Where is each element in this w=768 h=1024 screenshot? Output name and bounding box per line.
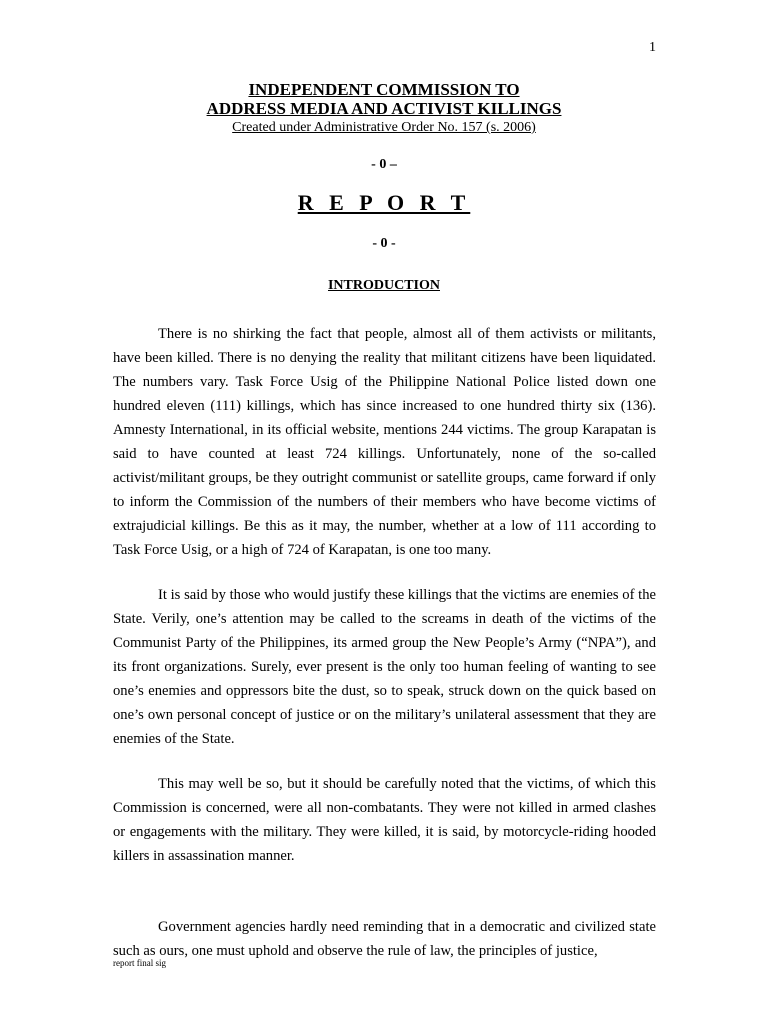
paragraph-2: It is said by those who would justify these killings that the victims are enemies of the State. Verily, one’s attention may be called to the screams in death of the victims of the Communist Party of the Philippines, its armed group the New People’s Army (“NPA”), and its front organizations. Surely, ever present is the only too human feeling of wanting to see one’s enemies and oppressors bite the dust, so to speak, struck down on the quick based on one’s own personal concept of justice or on the military’s unilateral assessment that they are enemies of the State. bbox=[113, 587, 656, 747]
report-title: R E P O R T bbox=[297, 190, 471, 215]
paragraph-3: This may well be so, but it should be carefully noted that the victims, of which this Commission is concerned, were all non-combatants. They were not killed in armed clashes or engagements with the military. They were killed, it is said, by motorcycle-riding hooded killers in assassination manner. bbox=[113, 776, 656, 864]
paragraph-4: Government agencies hardly need reminding that in a democratic and civilized state such as ours, one must uphold and observe the rule of law, the principles of justice, bbox=[113, 919, 656, 959]
page-number: 1 bbox=[649, 40, 656, 55]
section-title-introduction: INTRODUCTION bbox=[327, 278, 440, 293]
separator-bottom: - 0 - bbox=[372, 236, 396, 251]
paragraph-1: There is no shirking the fact that people, almost all of them activists or militants, have been killed. There is no denying the reality that militant citizens have been liquidated. The numbers vary. Task Force Usig of the Philippine National Police listed down one hundred eleven (111) killings, which has since increased to one hundred thirty six (136). Amnesty International, in its official website, mentions 244 victims. The group Karapatan is said to have counted at least 724 killings. Unfortunately, none of the so-called activist/militant groups, be they outright communist or satellite groups, came forward if only to inform the Commission of the numbers of their members who have become victims of extrajudicial killings. Be this as it may, the number, whether at a low of 111 according to Task Force Usig, or a high of 724 of Karapatan, is one too many. bbox=[113, 326, 656, 558]
separator-top: - 0 – bbox=[371, 157, 397, 172]
commission-title-line-2: ADDRESS MEDIA AND ACTIVIST KILLINGS bbox=[206, 99, 562, 118]
commission-subtitle: Created under Administrative Order No. 157 (s. 2006) bbox=[232, 120, 536, 135]
commission-title-line-1: INDEPENDENT COMMISSION TO bbox=[248, 80, 520, 99]
footer-filename: report final sig bbox=[113, 958, 166, 968]
